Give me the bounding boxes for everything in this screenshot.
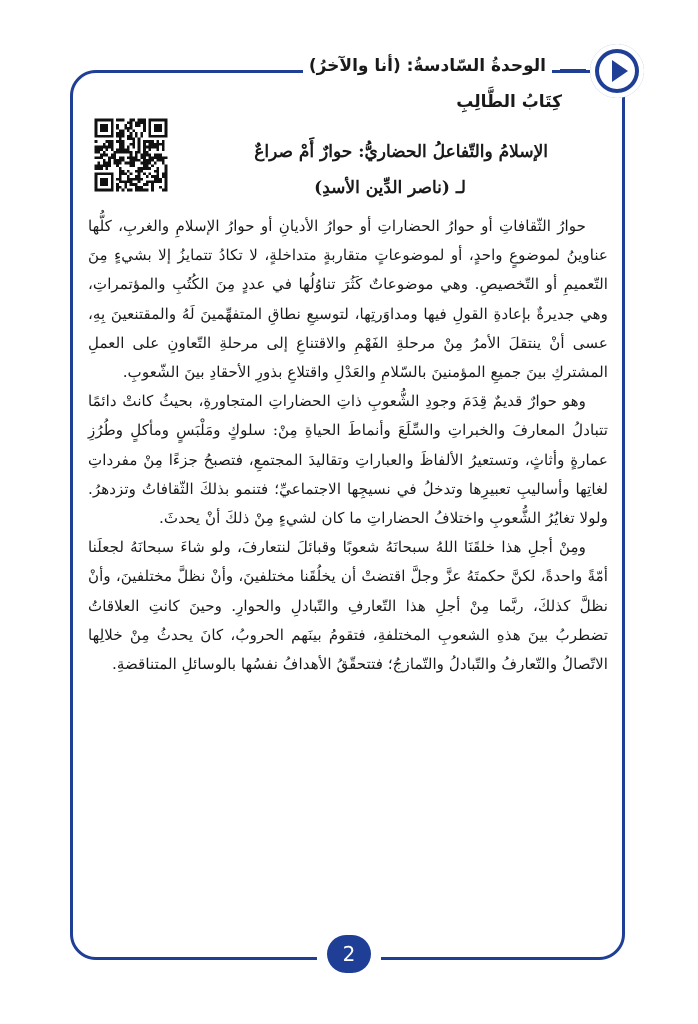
unit-title: الوحدةُ السّادسةُ: (أنا والآخرُ) [303,56,552,76]
book-label: كِتَابُ الطَّالِبِ [456,92,562,112]
play-icon[interactable] [590,44,644,98]
qr-code-icon[interactable] [92,116,170,194]
article-body [88,212,608,679]
header-rule [560,69,586,72]
play-triangle-icon [612,60,628,82]
paragraph: حوارُ الثّقافاتِ أو حوارُ الحضاراتِ أو حوارُ الأديانِ أو حوارُ الإسلامِ والغربِ، كلُّها عناوينُ لموضوعٍ واحدٍ، أو لموضوعاتٍ متقاربةٍ متداخلةٍ، لا تكادُ تتمايزُ إلا بشيءٍ مِنَ التّعميمِ أو التّخصيصِ. وهي موضوعاتٌ كَثُرَ تناوُلُها في عددٍ مِنَ الكُتُبِ والمؤتمراتِ، وهي جديرةٌ بإعادةِ القولِ فيها ومداوَرتِها، لتوسيعِ نطاقِ المتفهِّمينَ لَهُ والمقتنعينَ بِهِ، عسى أنْ ينتقلَ الأمرُ مِنْ مرحلةِ الفَهْمِ والاقتناعِ إلى مرحلةِ التّعاونِ على العملِ المشتركِ بينَ جميعِ المؤمنينَ بالسّلامِ والعَدْلِ واقتلاعِ بذورِ الأحقادِ بينَ الشّعوبِ. [88,217,608,382]
paragraph: ومِنْ أجلِ هذا خلقَنَا اللهُ سبحانَهُ شعوبًا وقبائلَ لنتعارفَ، ولو شاءَ سبحانَهُ لجعلَنا أمّةً واحدةً، لكنَّ حكمتَهُ عزَّ وجلَّ اقتضتْ أن يخلُقَنا مختلفينَ، وأنْ نظلَّ مختلفينَ، وأنْ نظلَّ كذلكَ، ربَّما مِنْ أجلِ هذا التّعارفِ والتّبادلِ والحوارِ. وحينَ كانتِ العلاقاتُ تضطربُ بينَ هذهِ الشعوبِ المختلفةِ، فتقومُ بينَهم الحروبُ، كانَ يحدثُ مِنْ خلالِها الاتّصالُ والتّعارفُ والتّبادلُ والتّمازجُ؛ فتتحقّقُ الأهدافُ نفسُها بالوسائلِ المتناقضةِ. [88,538,608,674]
page-number: 2 [327,935,371,973]
article-title: الإسلامُ والتّفاعلُ الحضاريُّ: حوارٌ أَمْ صراعٌ [254,142,548,162]
paragraph: وهو حوارٌ قديمٌ قِدَمَ وجودِ الشُّعوبِ ذاتِ الحضاراتِ المتجاورةِ، بحيثُ كانتْ دائمًا تتبادلُ المعارفَ والخبراتِ والسِّلَعَ وأنماطَ الحياةِ مِنْ: سلوكٍ ومَلْبَسٍ ومأكلٍ وطُرُزِ عمارةٍ وأثاثٍ، وتستعيرُ الألفاظَ والعباراتِ وتقاليدَ المجتمعِ، فتصبحُ جزءًا مِنْ مفرداتِ لغاتِها وأساليبِ تعبيرِها وتدخلُ في نسيجِها الاجتماعيِّ؛ فتنمو بذلكَ الثّقافاتُ وتزدهرُ. ولولا تغايُرُ الشُّعوبِ واختلافُ الحضاراتِ ما كان لشيءٍ مِنْ ذلكَ أنْ يحدثَ. [88,392,608,528]
article-author: لـ (ناصر الدِّين الأسدِ) [314,178,466,198]
